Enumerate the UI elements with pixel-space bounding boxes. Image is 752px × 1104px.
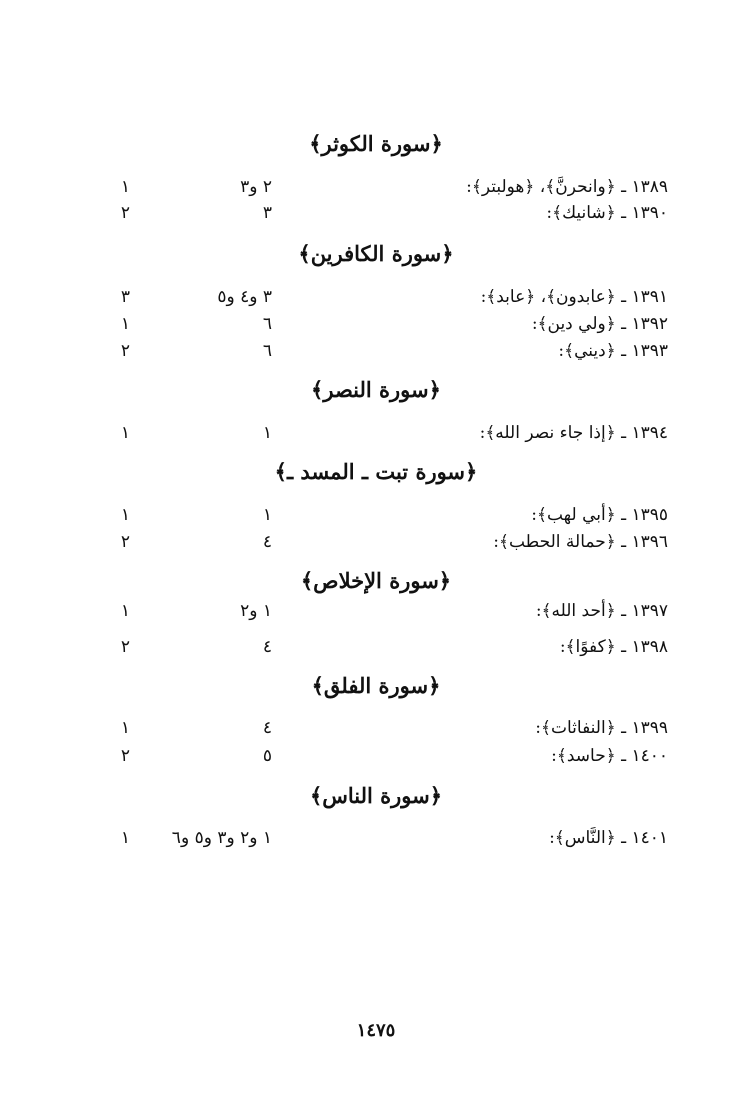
index-entry	[0, 420, 752, 446]
entry-count: ٢	[120, 637, 130, 657]
entry-text: ١٣٩٩ ـ ﴿النفاثات﴾:	[535, 718, 668, 738]
entry-count: ١	[120, 177, 130, 197]
entry-text: ١٣٩٣ ـ ﴿ديني﴾:	[558, 341, 668, 361]
entry-ayah: ٤	[262, 637, 272, 657]
entry-ayah: ١ و٢ و٣ و٥ و٦	[171, 828, 272, 848]
entry-text: ١٣٩١ ـ ﴿عابدون﴾، ﴿عابد﴾:	[480, 287, 668, 307]
entry-ayah: ٣	[262, 203, 272, 223]
index-entry	[0, 311, 752, 337]
entry-count: ١	[120, 828, 130, 848]
entry-count: ١	[120, 314, 130, 334]
entry-count: ٢	[120, 203, 130, 223]
index-entry	[0, 598, 752, 624]
entry-text: ١٣٩٦ ـ ﴿حمالة الحطب﴾:	[493, 532, 668, 552]
index-entry	[0, 174, 752, 200]
entry-count: ٢	[120, 532, 130, 552]
entry-ayah: ٤	[262, 718, 272, 738]
entry-ayah: ٤	[262, 532, 272, 552]
index-entry	[0, 502, 752, 528]
entry-ayah: ٣ و٤ و٥	[217, 287, 272, 307]
index-entry	[0, 284, 752, 310]
entry-text: ١٣٩٤ ـ ﴿إذا جاء نصر الله﴾:	[479, 423, 668, 443]
entry-text: ١٤٠٠ ـ ﴿حاسد﴾:	[551, 746, 668, 766]
entry-count: ١	[120, 601, 130, 621]
page-number: ١٤٧٥	[356, 1020, 396, 1041]
section-heading-ikhlas: ﴿سورة الإخلاص﴾	[300, 568, 452, 593]
entry-count: ٢	[120, 746, 130, 766]
entry-text: ١٤٠١ ـ ﴿النَّاس﴾:	[549, 828, 668, 848]
index-entry	[0, 743, 752, 769]
entry-ayah: ٥	[262, 746, 272, 766]
section-heading-falaq: ﴿سورة الفلق﴾	[311, 673, 441, 698]
index-entry	[0, 715, 752, 741]
entry-ayah: ١	[262, 423, 272, 443]
entry-text: ١٣٩٢ ـ ﴿ولي دين﴾:	[531, 314, 668, 334]
entry-ayah: ٦	[262, 341, 272, 361]
index-entry	[0, 634, 752, 660]
index-entry	[0, 338, 752, 364]
entry-count: ١	[120, 505, 130, 525]
section-heading-masad: ﴿سورة تبت ـ المسد ـ﴾	[274, 459, 478, 484]
entry-ayah: ١	[262, 505, 272, 525]
entry-text: ١٣٩٨ ـ ﴿كفوًا﴾:	[559, 637, 668, 657]
entry-ayah: ٢ و٣	[240, 177, 272, 197]
entry-count: ٢	[120, 341, 130, 361]
entry-text: ١٣٨٩ ـ ﴿وانحرنَّ﴾، ﴿هولبتر﴾:	[466, 177, 668, 197]
entry-count: ١	[120, 423, 130, 443]
entry-ayah: ٦	[262, 314, 272, 334]
section-heading-nas: ﴿سورة الناس﴾	[309, 783, 443, 808]
index-entry	[0, 200, 752, 226]
entry-text: ١٣٩٠ ـ ﴿شانيك﴾:	[546, 203, 668, 223]
entry-count: ١	[120, 718, 130, 738]
entry-text: ١٣٩٥ ـ ﴿أبي لهب﴾:	[531, 505, 668, 525]
entry-text: ١٣٩٧ ـ ﴿أحد الله﴾:	[535, 601, 668, 621]
section-heading-kafirun: ﴿سورة الكافرين﴾	[298, 241, 454, 266]
index-entry	[0, 529, 752, 555]
entry-count: ٣	[120, 287, 130, 307]
section-heading-kawthar: ﴿سورة الكوثر﴾	[309, 131, 443, 156]
index-entry	[0, 825, 752, 851]
section-heading-nasr: ﴿سورة النصر﴾	[311, 377, 441, 402]
entry-ayah: ١ و٢	[240, 601, 272, 621]
